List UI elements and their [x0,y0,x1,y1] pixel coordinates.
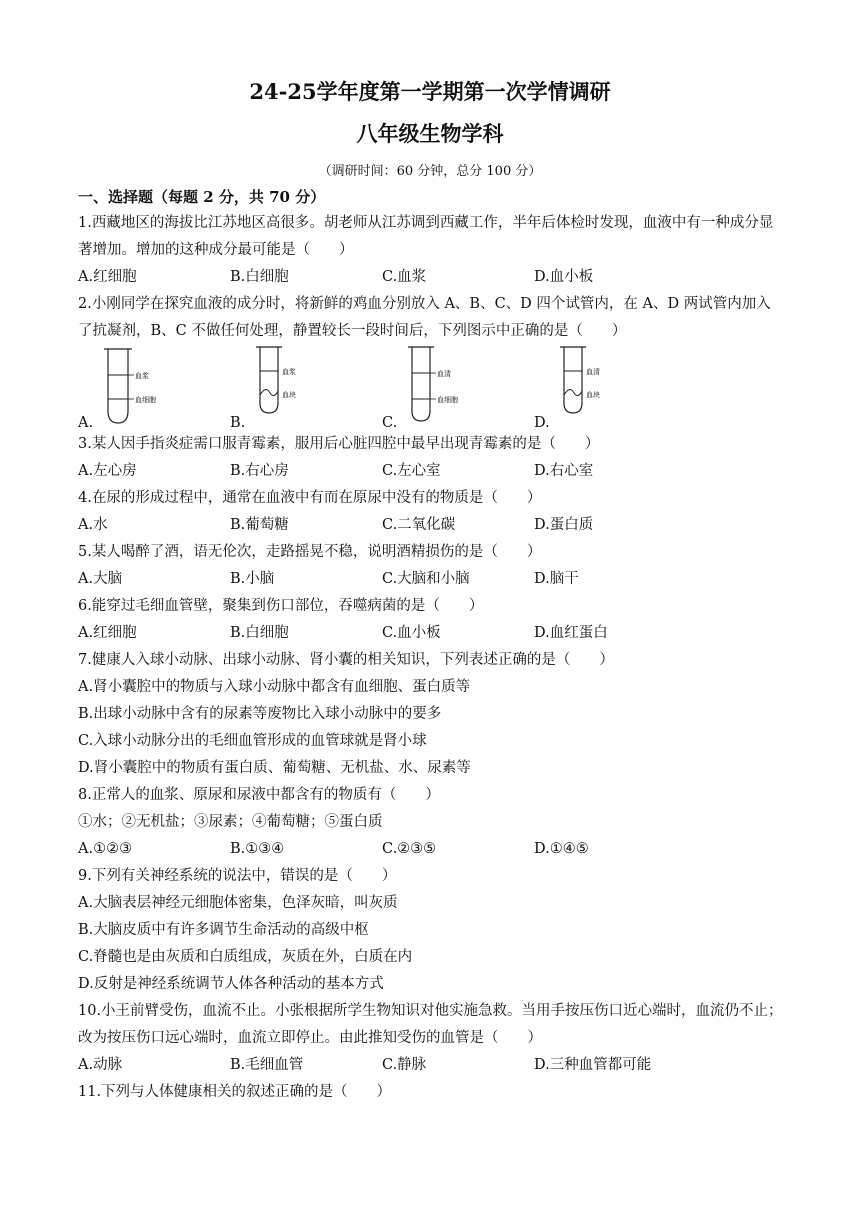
option: A.水 [78,517,108,533]
option: C.血浆 [382,269,427,285]
option-row [78,458,784,485]
option: A. [78,415,94,431]
question-list [78,210,784,1106]
test-tube-d-image [546,345,626,425]
option-line: D.反射是神经系统调节人体各种活动的基本方式 [78,976,384,992]
option: C. [382,415,398,431]
option: B.①③④ [230,841,285,857]
option-row [78,620,784,647]
tube-label: 血浆 [282,368,296,376]
exam-info: （调研时间：60 分钟，总分 100 分） [318,164,542,179]
figure-a [78,345,230,431]
option-row [78,264,784,291]
option: A.动脉 [78,1057,123,1073]
option-line: C.脊髓也是由灰质和白质组成，灰质在外，白质在内 [78,949,413,965]
option: D.三种血管都可能 [534,1057,652,1073]
option: A.红细胞 [78,625,137,641]
test-tube-b-image [242,345,322,425]
option: A.①②③ [78,841,133,857]
tube-label: 血浆 [135,372,149,380]
question-stem: 8.正常人的血浆、原尿和尿液中都含有的物质有（ ） [78,787,440,803]
option-row [78,512,784,539]
option: C.左心室 [382,463,441,479]
tube-label: 血清 [586,368,600,376]
option-line: C.入球小动脉分出的毛细血管形成的血管球就是肾小球 [78,733,427,749]
option: A.红细胞 [78,269,137,285]
option: C.②③⑤ [382,841,437,857]
question-stem: 10.小王前臂受伤，血流不止。小张根据所学生物知识对他实施急救。当用手按压伤口近心端时，血流仍不止；改为按压伤口远心端时，血流立即停止。由此推知受伤的血管是（ ） [78,1003,783,1046]
option: B.右心房 [230,463,289,479]
tube-label: 血细胞 [135,396,156,404]
question-stem: 3.某人因手指炎症需口服青霉素，服用后心脏四腔中最早出现青霉素的是（ ） [78,436,600,452]
option: D.①④⑤ [534,841,589,857]
option-row [78,566,784,593]
option-row [78,1052,784,1079]
option: B.小脑 [230,571,275,587]
figure-d [534,345,686,431]
question-stem: 1.西藏地区的海拔比江苏地区高很多。胡老师从江苏调到西藏工作，半年后体检时发现，血液中有一种成分显著增加。增加的这种成分最可能是（ ） [78,215,774,258]
option-row [78,836,784,863]
section-heading: 一、选择题（每题 2 分，共 70 分） [78,188,326,206]
option-line: B.出球小动脉中含有的尿素等废物比入球小动脉中的要多 [78,706,442,722]
question-stem: 6.能穿过毛细血管壁，聚集到伤口部位，吞噬病菌的是（ ） [78,598,484,614]
option: B.白细胞 [230,625,289,641]
question-stem: 5.某人喝醉了酒，语无伦次，走路摇晃不稳，说明酒精损伤的是（ ） [78,544,542,560]
question-stem: 9.下列有关神经系统的说法中，错误的是（ ） [78,868,397,884]
question-stem: 7.健康人入球小动脉、出球小动脉、肾小囊的相关知识，下列表述正确的是（ ） [78,652,614,668]
exam-subject: 八年级生物学科 [356,121,504,146]
question-stem: 2.小刚同学在探究血液的成分时，将新鲜的鸡血分别放入 A、B、C、D 四个试管内，在 A、D 两试管内加入了抗凝剂，B、C 不做任何处理，静置较长一段时间后，下列图示中正确的是（ ） [78,296,771,339]
test-tube-a-image [90,345,170,425]
option: C.大脑和小脑 [382,571,470,587]
question-stem: 4.在尿的形成过程中，通常在血液中有而在原尿中没有的物质是（ ） [78,490,542,506]
exam-title: 24-25学年度第一学期第一次学情调研 [249,79,611,104]
option-line: B.大脑皮质中有许多调节生命活动的高级中枢 [78,922,369,938]
option: B.葡萄糖 [230,517,289,533]
option: D.右心室 [534,463,594,479]
option: D.血红蛋白 [534,625,608,641]
option: D.蛋白质 [534,517,594,533]
option: C.二氧化碳 [382,517,456,533]
option: B. [230,415,246,431]
question-note: ①水；②无机盐；③尿素；④葡萄糖；⑤蛋白质 [78,814,383,830]
option-line: A.大脑表层神经元细胞体密集，色泽灰暗，叫灰质 [78,895,398,911]
option-line: D.肾小囊腔中的物质有蛋白质、葡萄糖、无机盐、水、尿素等 [78,760,471,776]
option: C.血小板 [382,625,441,641]
tube-label: 血块 [282,391,296,399]
tube-label: 血清 [437,370,451,378]
option: D.脑干 [534,571,579,587]
option: B.白细胞 [230,269,289,285]
option-line: A.肾小囊腔中的物质与入球小动脉中都含有血细胞、蛋白质等 [78,679,471,695]
test-tube-figures [78,345,784,431]
figure-b [230,345,382,431]
figure-c [382,345,534,431]
tube-label: 血细胞 [437,396,458,404]
option: D.血小板 [534,269,594,285]
question-stem: 11.下列与人体健康相关的叙述正确的是（ ） [78,1084,392,1100]
test-tube-c-image [394,345,474,425]
option: B.毛细血管 [230,1057,304,1073]
option: A.左心房 [78,463,137,479]
tube-label: 血块 [586,391,600,399]
option: A.大脑 [78,571,123,587]
option: C.静脉 [382,1057,427,1073]
option: D. [534,415,550,431]
